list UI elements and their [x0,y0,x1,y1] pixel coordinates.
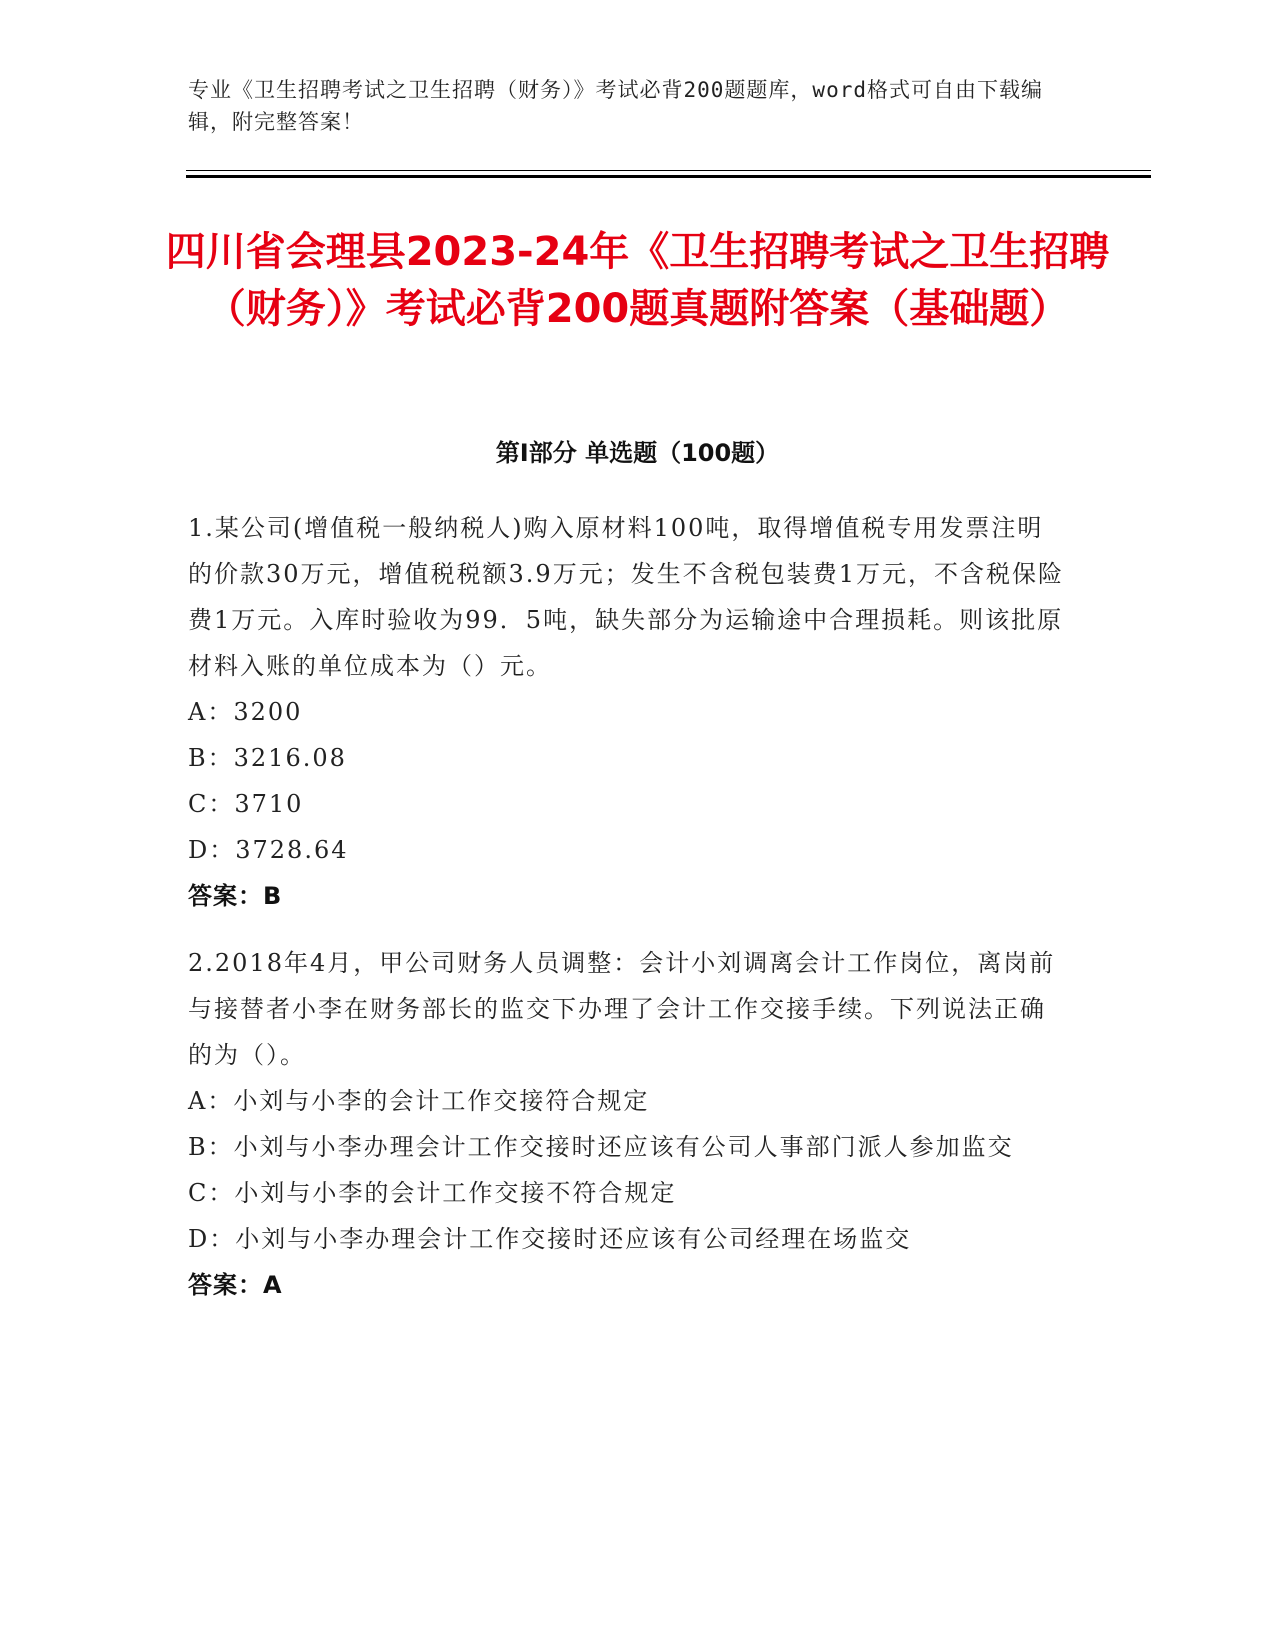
question-2 [188,940,1068,1308]
question-stem: 2.2018年4月，甲公司财务人员调整：会计小刘调离会计工作岗位，离岗前与接替者小李在财务部长的监交下办理了会计工作交接手续。下列说法正确的为（）。 [188,949,1056,1069]
document-intro: 专业《卫生招聘考试之卫生招聘（财务）》考试必背200题题库，word格式可自由下载编辑，附完整答案！ [188,78,1043,134]
answer-label: 答案：B [188,882,283,910]
option-d: D：3728.64 [188,836,349,864]
option-c: C：3710 [188,790,304,818]
section-heading: 第Ⅰ部分 单选题（100题） [495,439,780,467]
document-title: 四川省会理县2023-24年《卫生招聘考试之卫生招聘（财务）》考试必背200题真题附答案（基础题） [165,229,1110,332]
header-rule-thick [186,175,1151,178]
option-b: B：3216.08 [188,744,347,772]
question-stem: 1.某公司(增值税一般纳税人)购入原材料100吨，取得增值税专用发票注明的价款30万元，增值税税额3.9万元；发生不含税包装费1万元，不含税保险费1万元。入库时验收为99．5吨，缺失部分为运输途中合理损耗。则该批原材料入账的单位成本为（）元。 [188,514,1064,680]
question-1 [188,505,1068,919]
option-c: C：小刘与小李的会计工作交接不符合规定 [188,1179,677,1207]
option-d: D：小刘与小李办理会计工作交接时还应该有公司经理在场监交 [188,1225,912,1253]
option-a: A：小刘与小李的会计工作交接符合规定 [188,1087,650,1115]
header-rule-thin [186,170,1151,171]
option-a: A：3200 [188,698,303,726]
answer-label: 答案：A [188,1271,283,1299]
option-b: B：小刘与小李办理会计工作交接时还应该有公司人事部门派人参加监交 [188,1133,1014,1161]
